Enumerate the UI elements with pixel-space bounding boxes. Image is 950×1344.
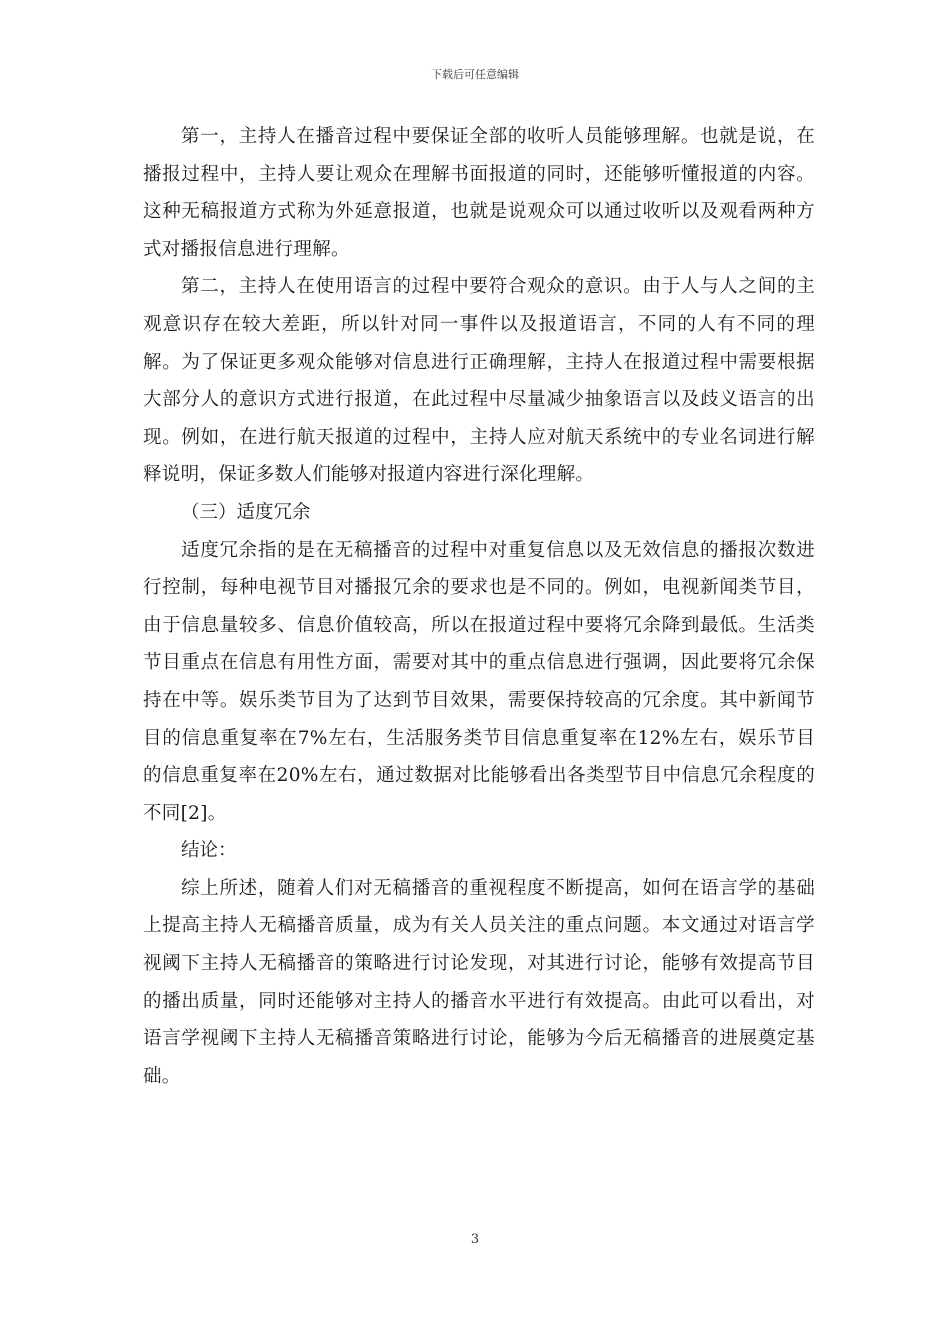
document-body (143, 118, 815, 1095)
page-number: 3 (470, 1232, 480, 1247)
section-heading-conclusion: 结论： (181, 840, 237, 862)
paragraph-conclusion: 综上所述，随着人们对无稿播音的重视程度不断提高，如何在语言学的基础上提高主持人无稿播音质量，成为有关人员关注的重点问题。本文通过对语言学视阈下主持人无稿播音的策略进行讨论发现，对其进行讨论，能够有效提高节目的播出质量，同时还能够对主持人的播音水平进行有效提高。由此可以看出，对语言学视阈下主持人无稿播音策略进行讨论，能够为今后无稿播音的进展奠定基础。 (143, 877, 815, 1087)
paragraph-first-point: 第一，主持人在播音过程中要保证全部的收听人员能够理解。也就是说，在播报过程中，主持人要让观众在理解书面报道的同时，还能够听懂报道的内容。这种无稿报道方式称为外延意报道，也就是说观众可以通过收听以及观看两种方式对播报信息进行理解。 (143, 126, 815, 260)
paragraph-moderate-redundancy: 适度冗余指的是在无稿播音的过程中对重复信息以及无效信息的播报次数进行控制，每种电视节目对播报冗余的要求也是不同的。例如，电视新闻类节目，由于信息量较多、信息价值较高，所以在报道过程中要将冗余降到最低。生活类节目重点在信息有用性方面，需要对其中的重点信息进行强调，因此要将冗余保持在中等。娱乐类节目为了达到节目效果，需要保持较高的冗余度。其中新闻节目的信息重复率在7%左右，生活服务类节目信息重复率在12%左右，娱乐节目的信息重复率在20%左右，通过数据对比能够看出各类型节目中信息冗余程度的不同[2]。 (143, 539, 815, 824)
paragraph-second-point: 第二，主持人在使用语言的过程中要符合观众的意识。由于人与人之间的主观意识存在较大差距，所以针对同一事件以及报道语言，不同的人有不同的理解。为了保证更多观众能够对信息进行正确理解，主持人在报道过程中需要根据大部分人的意识方式进行报道，在此过程中尽量减少抽象语言以及歧义语言的出现。例如，在进行航天报道的过程中，主持人应对航天系统中的专业名词进行解释说明，保证多数人们能够对报道内容进行深化理解。 (143, 276, 815, 486)
section-heading-moderate-redundancy: （三）适度冗余 (181, 501, 311, 523)
page-header: 下载后可任意编辑 (431, 68, 519, 81)
